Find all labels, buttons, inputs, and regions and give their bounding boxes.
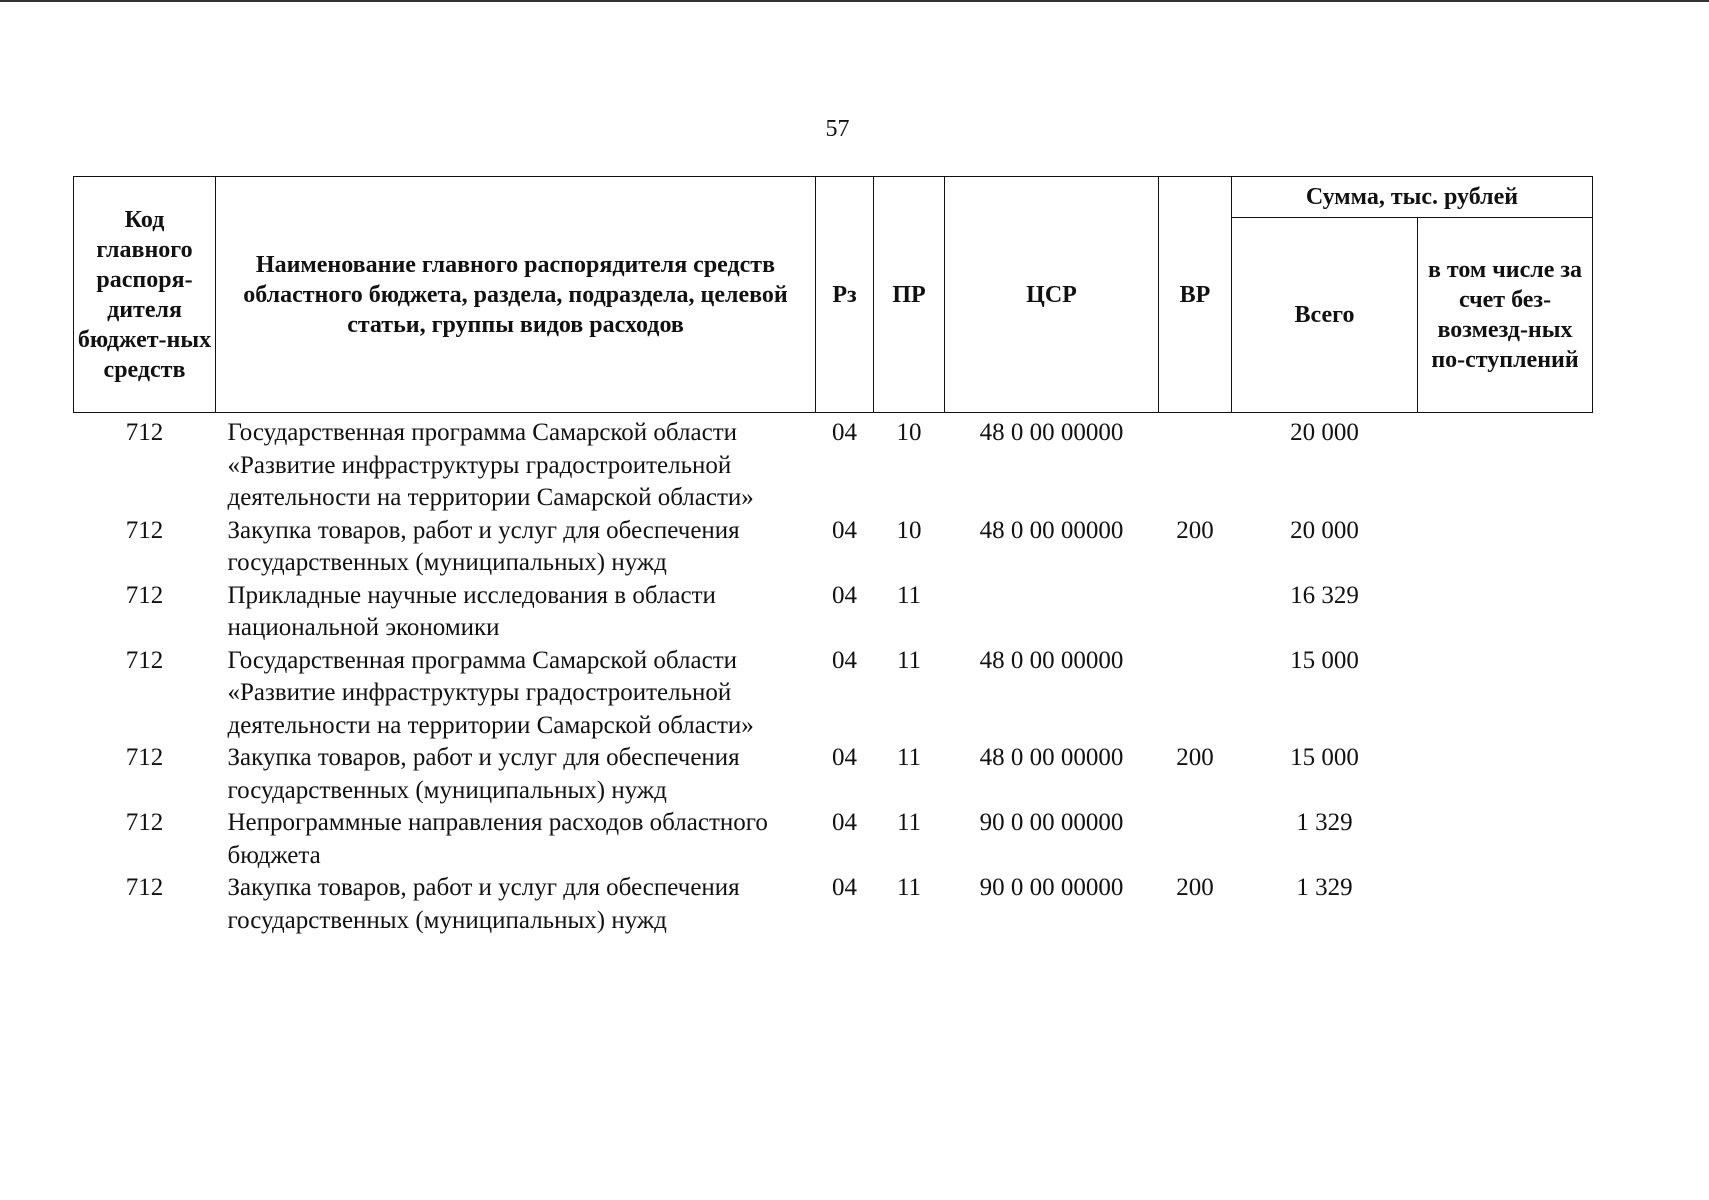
cell-extra <box>1418 580 1593 645</box>
cell-extra <box>1418 645 1593 743</box>
cell-pr: 11 <box>896 809 922 836</box>
cell-name: Закупка товаров, работ и услуг для обеспечения государственных (муниципальных) нужд <box>227 516 740 576</box>
header-csr: ЦСР <box>945 177 1159 413</box>
cell-rz: 04 <box>832 874 857 901</box>
cell-csr <box>945 580 1159 645</box>
cell-vr: 200 <box>1176 744 1214 771</box>
cell-name: Непрограммные направления расходов областного бюджета <box>227 809 768 869</box>
table-row <box>74 807 1593 872</box>
cell-vr: 200 <box>1176 516 1214 544</box>
cell-csr: 90 0 00 00000 <box>979 809 1124 836</box>
cell-csr: 48 0 00 00000 <box>979 419 1124 446</box>
table-row <box>74 645 1593 743</box>
top-rule <box>0 0 1709 2</box>
cell-vr <box>1159 807 1232 872</box>
header-total: Всего <box>1232 218 1418 413</box>
cell-pr: 10 <box>896 516 922 544</box>
cell-pr: 11 <box>896 744 922 771</box>
header-sum-group: Сумма, тыс. рублей <box>1232 177 1593 218</box>
cell-total: 1 329 <box>1296 809 1353 836</box>
cell-pr: 11 <box>896 874 922 901</box>
cell-rz: 04 <box>832 744 857 771</box>
cell-vr <box>1159 580 1232 645</box>
table-row <box>74 742 1593 807</box>
cell-vr <box>1159 413 1232 515</box>
cell-csr: 48 0 00 00000 <box>979 516 1124 544</box>
header-pr: ПР <box>874 177 945 413</box>
cell-total: 15 000 <box>1290 646 1359 674</box>
cell-pr: 10 <box>896 419 922 446</box>
cell-name: Государственная программа Самарской области «Развитие инфраструктуры градостроительной деятельности на территории Самарской области» <box>227 419 754 511</box>
cell-code: 712 <box>125 516 164 544</box>
cell-rz: 04 <box>832 646 857 674</box>
header-code: Код главного распоря-дителя бюджет-ных средств <box>74 177 216 413</box>
cell-rz: 04 <box>832 809 857 836</box>
cell-code: 712 <box>125 646 164 674</box>
cell-code: 712 <box>125 419 164 446</box>
cell-pr: 11 <box>896 581 922 609</box>
cell-extra <box>1418 807 1593 872</box>
page-number: 57 <box>825 116 850 142</box>
table-row <box>74 413 1593 515</box>
cell-name: Закупка товаров, работ и услуг для обеспечения государственных (муниципальных) нужд <box>227 874 740 934</box>
header-rz: Рз <box>816 177 874 413</box>
cell-total: 20 000 <box>1290 516 1359 544</box>
cell-extra <box>1418 742 1593 807</box>
cell-name: Государственная программа Самарской области «Развитие инфраструктуры градостроительной деятельности на территории Самарской области» <box>227 646 754 739</box>
cell-total: 16 329 <box>1290 581 1359 609</box>
cell-total: 15 000 <box>1290 744 1359 771</box>
cell-rz: 04 <box>832 581 857 609</box>
cell-total: 20 000 <box>1290 419 1359 446</box>
cell-extra <box>1418 413 1593 515</box>
budget-table <box>73 176 1593 937</box>
cell-rz: 04 <box>832 419 857 446</box>
cell-extra <box>1418 515 1593 580</box>
header-name: Наименование главного распорядителя средств областного бюджета, раздела, подраздела, целевой статьи, группы видов расходов <box>216 177 816 413</box>
cell-code: 712 <box>125 809 164 836</box>
cell-rz: 04 <box>832 516 857 544</box>
cell-vr <box>1159 645 1232 743</box>
table-body <box>74 413 1593 938</box>
table-row <box>74 872 1593 937</box>
cell-csr: 48 0 00 00000 <box>979 646 1124 674</box>
cell-extra <box>1418 872 1593 937</box>
cell-code: 712 <box>125 744 164 771</box>
cell-name: Прикладные научные исследования в области национальной экономики <box>227 581 716 641</box>
header-vr: ВР <box>1159 177 1232 413</box>
cell-vr: 200 <box>1176 874 1214 901</box>
table-row <box>74 515 1593 580</box>
cell-name: Закупка товаров, работ и услуг для обеспечения государственных (муниципальных) нужд <box>227 744 740 804</box>
cell-total: 1 329 <box>1296 874 1353 901</box>
cell-code: 712 <box>125 581 164 609</box>
cell-csr: 90 0 00 00000 <box>979 874 1124 901</box>
cell-pr: 11 <box>896 646 922 674</box>
cell-code: 712 <box>125 874 164 901</box>
cell-csr: 48 0 00 00000 <box>979 744 1124 771</box>
table-row <box>74 580 1593 645</box>
header-extra: в том числе за счет без-возмезд-ных по-ступлений <box>1418 218 1593 413</box>
